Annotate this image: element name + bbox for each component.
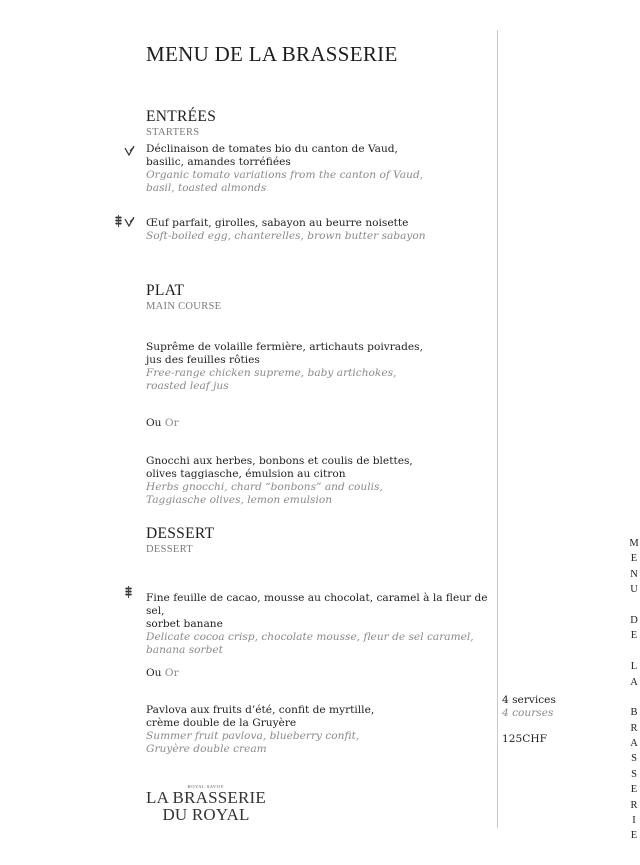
dish-translation-line: roasted leaf jus: [146, 380, 229, 392]
dish-name-line: basilic, amandes torréfiées: [146, 156, 291, 168]
dish-name-line: Déclinaison de tomates bio du canton de Vaud,: [146, 143, 398, 155]
dish-translation-line: banana sorbet: [146, 644, 223, 656]
dish-translation-line: Summer fruit pavlova, blueberry confit,: [146, 730, 360, 742]
vegan-icon: [124, 216, 136, 228]
vertical-letter: E: [630, 630, 638, 642]
section-subtitle: MAIN COURSE: [146, 301, 222, 312]
brasserie-logo: [145, 784, 267, 823]
dish-translation-line: Organic tomato variations from the canton of Vaud,: [146, 169, 424, 181]
dish-name-line: Pavlova aux fruits d’été, confit de myrtille,: [146, 704, 375, 716]
dish-name-line: sorbet banane: [146, 618, 223, 630]
logo-line-2: DU ROYAL: [162, 805, 250, 824]
vertical-letter: U: [630, 584, 638, 596]
dish-name-line: Œuf parfait, girolles, sabayon au beurre noisette: [146, 217, 409, 229]
price: 125CHF: [502, 733, 547, 745]
or-en: Or: [164, 417, 179, 429]
vertical-menu-title: [628, 536, 640, 844]
vertical-letter: [628, 690, 640, 705]
vertical-letter: [628, 644, 640, 659]
vertical-letter: I: [632, 815, 636, 827]
column-divider: [497, 30, 498, 828]
or-fr: Ou: [146, 667, 162, 679]
vertical-letter: E: [630, 553, 638, 565]
dish-translation-line: Delicate cocoa crisp, chocolate mousse, fleur de sel caramel,: [146, 631, 474, 643]
dish-dessert-1: [146, 592, 491, 657]
or-en: Or: [164, 667, 179, 679]
or-separator: [146, 417, 179, 429]
vertical-letter: S: [631, 768, 637, 780]
dish-translation-line: Herbs gnocchi, chard “bonbons” and coulis,: [146, 481, 383, 493]
or-fr: Ou: [146, 417, 162, 429]
dish-name-line: crème double de la Gruyère: [146, 717, 297, 729]
vertical-letter: B: [630, 707, 638, 719]
gluten-icon: [114, 214, 123, 228]
vertical-letter: L: [630, 661, 638, 673]
dish-name-line: Suprême de volaille fermière, artichauts poivrades,: [146, 341, 423, 353]
section-main-header: [146, 282, 221, 312]
dish-starter-2: [146, 217, 491, 243]
dish-translation-line: Gruyère double cream: [146, 743, 267, 755]
dish-name-line: jus des feuilles rôties: [146, 354, 260, 366]
dish-name-line: olives taggiasche, émulsion au citron: [146, 468, 346, 480]
section-title: DESSERT: [146, 525, 215, 542]
section-subtitle: DESSERT: [146, 544, 193, 555]
vertical-letter: E: [630, 784, 638, 796]
dish-name-line: Fine feuille de cacao, mousse au chocolat, caramel à la fleur de sel,: [146, 592, 488, 617]
dish-dessert-2: [146, 704, 491, 756]
logo-line-1: LA BRASSERIE: [145, 788, 266, 807]
gluten-icon: [124, 585, 133, 599]
dish-main-1: [146, 341, 491, 393]
dish-translation-line: Soft-boiled egg, chanterelles, brown butter sabayon: [146, 230, 426, 242]
section-title: ENTRÉES: [146, 108, 217, 125]
section-starters-header: [146, 108, 216, 138]
course-count: [502, 694, 556, 720]
vertical-letter: M: [629, 538, 639, 549]
dish-starter-1: [146, 143, 491, 195]
page-title: MENU DE LA BRASSERIE: [146, 42, 398, 66]
vertical-letter: E: [630, 830, 638, 842]
vertical-letter: R: [630, 799, 638, 811]
vertical-letter: D: [630, 614, 638, 626]
or-separator: [146, 667, 179, 679]
vertical-letter: S: [631, 753, 637, 765]
dish-translation-line: basil, toasted almonds: [146, 182, 267, 194]
vertical-letter: N: [630, 568, 638, 580]
section-subtitle: STARTERS: [146, 127, 200, 138]
section-title: PLAT: [146, 282, 185, 299]
dish-translation-line: Taggiasche olives, lemon emulsion: [146, 494, 333, 506]
services-fr: 4 services: [502, 694, 556, 706]
vegan-icon: [124, 145, 136, 157]
section-dessert-header: [146, 525, 214, 555]
vertical-letter: A: [630, 738, 638, 750]
dish-name-line: Gnocchi aux herbes, bonbons et coulis de blettes,: [146, 455, 413, 467]
logo-small-text: ROYAL SAVOY: [187, 784, 225, 789]
vertical-letter: R: [630, 722, 638, 734]
vertical-letter: [628, 598, 640, 613]
vertical-letter: A: [630, 676, 638, 688]
dish-translation-line: Free-range chicken supreme, baby artichokes,: [146, 367, 397, 379]
services-en: 4 courses: [502, 707, 554, 719]
dish-main-2: [146, 455, 491, 507]
